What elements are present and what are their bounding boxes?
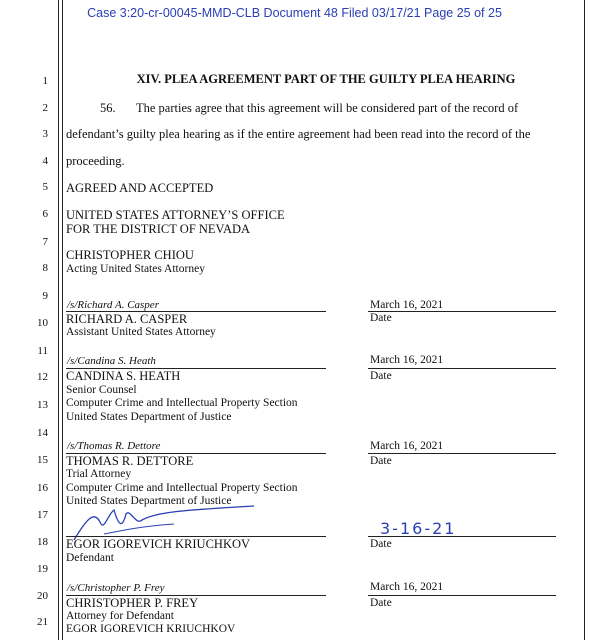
line-number: 16 <box>37 482 48 494</box>
case-header: Case 3:20-cr-00045-MMD-CLB Document 48 Filed 03/17/21 Page 25 of 25 <box>87 6 502 20</box>
line-number: 10 <box>37 317 48 329</box>
date-line <box>368 536 556 537</box>
margin-line-left-inner <box>62 0 63 640</box>
date-label: Date <box>370 370 392 382</box>
date-line <box>368 311 556 312</box>
line-number: 4 <box>42 155 48 167</box>
margin-line-right <box>584 0 585 640</box>
line-number: 8 <box>42 262 48 274</box>
line-number: 21 <box>37 616 48 628</box>
signer-section: Computer Crime and Intellectual Property Section <box>66 397 298 409</box>
line-number: 11 <box>37 345 48 357</box>
section-title: XIV. PLEA AGREEMENT PART OF THE GUILTY PLEA HEARING <box>136 72 516 86</box>
line-number: 2 <box>42 102 48 114</box>
office-district: FOR THE DISTRICT OF NEVADA <box>66 222 251 236</box>
signer-name: CHRISTOPHER CHIOU <box>66 248 194 262</box>
paragraph-line: defendant’s guilty plea hearing as if the entire agreement had been read into the record of the <box>66 127 531 141</box>
signer-department: United States Department of Justice <box>66 495 232 507</box>
signer-title: Trial Attorney <box>66 468 132 480</box>
line-number: 19 <box>37 563 48 575</box>
signer-name: CANDINA S. HEATH <box>66 369 181 383</box>
date-value: March 16, 2021 <box>370 354 444 366</box>
office-name: UNITED STATES ATTORNEY’S OFFICE <box>66 208 285 222</box>
e-signature: /s/Candina S. Heath <box>67 355 156 367</box>
line-number: 7 <box>42 236 48 248</box>
e-signature: /s/Thomas R. Dettore <box>67 440 161 452</box>
paragraph-line: The parties agree that this agreement will be considered part of the record of <box>136 101 519 115</box>
date-value: March 16, 2021 <box>370 440 444 452</box>
e-signature: /s/Christopher P. Frey <box>67 582 165 594</box>
line-number: 17 <box>37 509 48 521</box>
date-value: March 16, 2021 <box>370 299 444 311</box>
handwritten-date: 3-16-21 <box>380 519 457 538</box>
line-number: 18 <box>37 536 48 548</box>
signer-title: Senior Counsel <box>66 384 137 396</box>
signer-department: United States Department of Justice <box>66 411 232 423</box>
line-number: 13 <box>37 399 48 411</box>
signer-title: Acting United States Attorney <box>66 263 205 275</box>
date-line <box>368 368 556 369</box>
signer-name: THOMAS R. DETTORE <box>66 454 194 468</box>
date-line <box>368 595 556 596</box>
client-name: EGOR IGOREVICH KRIUCHKOV <box>66 623 236 635</box>
line-number: 9 <box>42 290 48 302</box>
line-number: 5 <box>42 181 48 193</box>
date-line <box>368 453 556 454</box>
line-number: 1 <box>42 75 48 87</box>
signer-section: Computer Crime and Intellectual Property Section <box>66 482 298 494</box>
signer-title: Assistant United States Attorney <box>66 326 216 338</box>
signer-title: Attorney for Defendant <box>66 610 174 622</box>
signer-name: RICHARD A. CASPER <box>66 312 188 326</box>
signer-name: EGOR IGOREVICH KRIUCHKOV <box>66 537 251 551</box>
date-label: Date <box>370 597 392 609</box>
date-label: Date <box>370 312 392 324</box>
e-signature: /s/Richard A. Casper <box>67 299 159 311</box>
line-number: 14 <box>37 427 48 439</box>
line-number: 20 <box>37 590 48 602</box>
signer-title: Defendant <box>66 552 114 564</box>
paragraph-line: proceeding. <box>66 154 125 168</box>
date-label: Date <box>370 455 392 467</box>
margin-line-left-outer <box>58 0 59 640</box>
line-number: 15 <box>37 454 48 466</box>
date-value: March 16, 2021 <box>370 581 444 593</box>
signer-name: CHRISTOPHER P. FREY <box>66 596 199 610</box>
line-number: 3 <box>42 128 48 140</box>
line-number: 6 <box>42 208 48 220</box>
date-label: Date <box>370 538 392 550</box>
line-number: 12 <box>37 371 48 383</box>
paragraph-number: 56. <box>100 101 116 115</box>
agreed-heading: AGREED AND ACCEPTED <box>66 181 214 195</box>
